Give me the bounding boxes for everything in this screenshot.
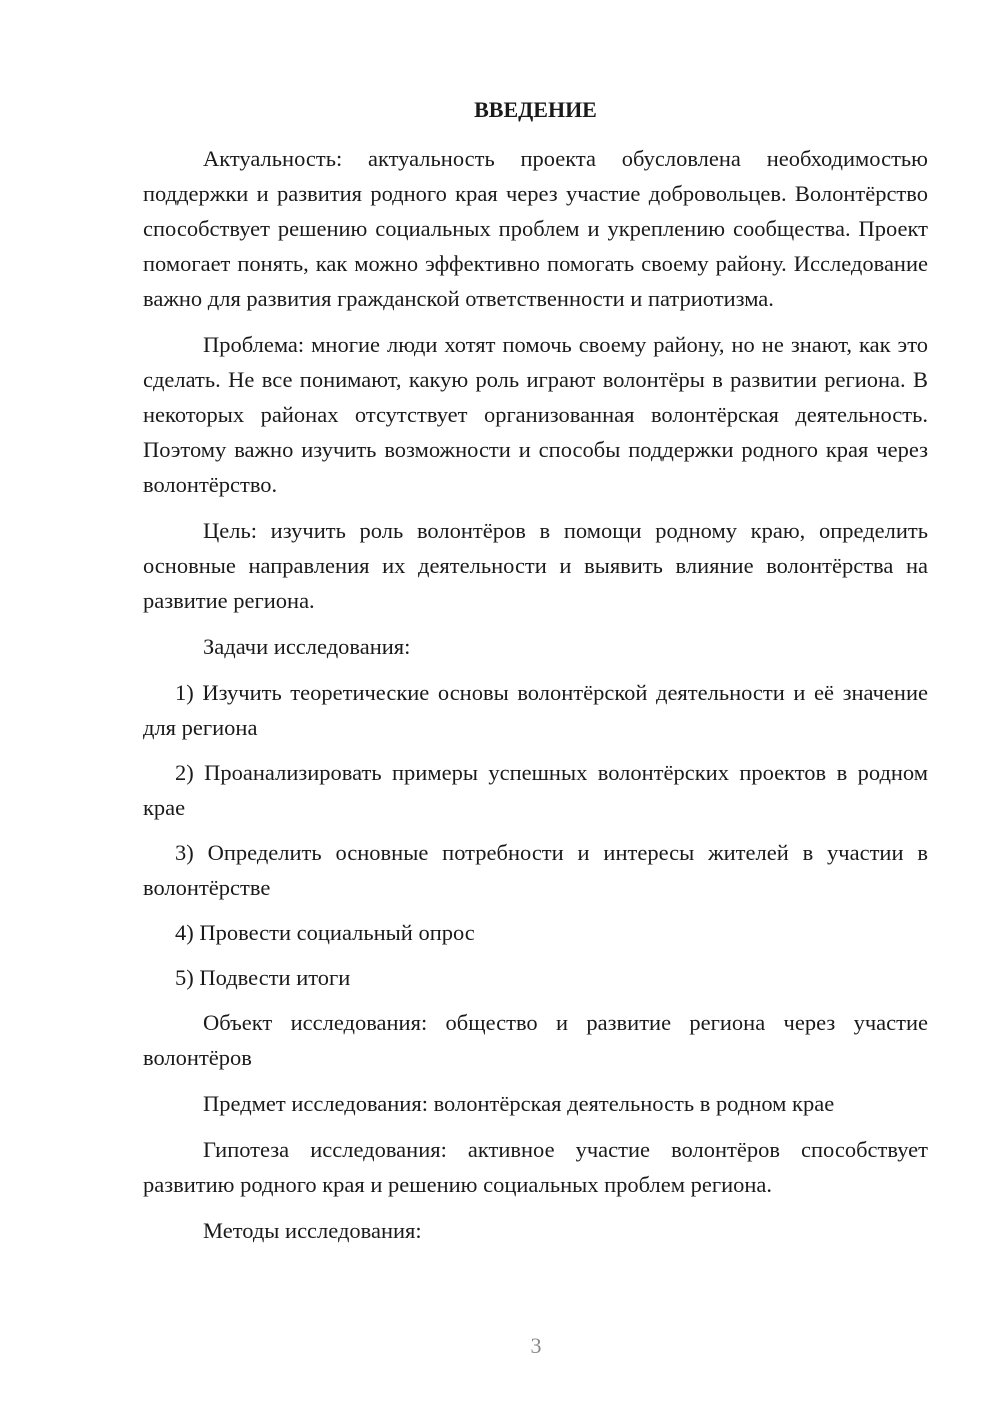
list-item: 4) Провести социальный опрос — [175, 920, 475, 945]
hypothesis-paragraph: Гипотеза исследования: активное участие волонтёров способствует развитию родного края и решению социальных проблем региона. — [143, 1137, 928, 1197]
list-item: 2) Проанализировать примеры успешных волонтёрских проектов в родном крае — [143, 760, 928, 820]
subject-paragraph: Предмет исследования: волонтёрская деятельность в родном крае — [203, 1091, 835, 1116]
relevance-paragraph: Актуальность: актуальность проекта обусловлена необходимостью поддержки и развития родного края через участие добровольцев. Волонтёрство способствует решению социальных проблем и укреплению сообщества. Проект помогает понять, как можно эффективно помогать своему району. Исследование важно для развития гражданской ответственности и патриотизма. — [143, 146, 928, 311]
list-item: 1) Изучить теоретические основы волонтёрской деятельности и её значение для региона — [143, 680, 928, 740]
tasks-list — [143, 675, 928, 995]
object-paragraph: Объект исследования: общество и развитие региона через участие волонтёров — [143, 1010, 928, 1070]
page-number: 3 — [530, 1333, 542, 1358]
page-title: ВВЕДЕНИЕ — [474, 97, 597, 122]
list-item: 3) Определить основные потребности и интересы жителей в участии в волонтёрстве — [143, 840, 928, 900]
problem-paragraph: Проблема: многие люди хотят помочь своему району, но не знают, как это сделать. Не все понимают, какую роль играют волонтёры в развитии региона. В некоторых районах отсутствует организованная волонтёрская деятельность. Поэтому важно изучить возможности и способы поддержки родного края через волонтёрство. — [143, 332, 928, 497]
goal-paragraph: Цель: изучить роль волонтёров в помощи родному краю, определить основные направления их деятельности и выявить влияние волонтёрства на развитие региона. — [143, 518, 928, 613]
page-content — [143, 92, 928, 1259]
list-item: 5) Подвести итоги — [175, 965, 351, 990]
tasks-heading: Задачи исследования: — [203, 634, 411, 659]
methods-heading: Методы исследования: — [203, 1218, 422, 1243]
